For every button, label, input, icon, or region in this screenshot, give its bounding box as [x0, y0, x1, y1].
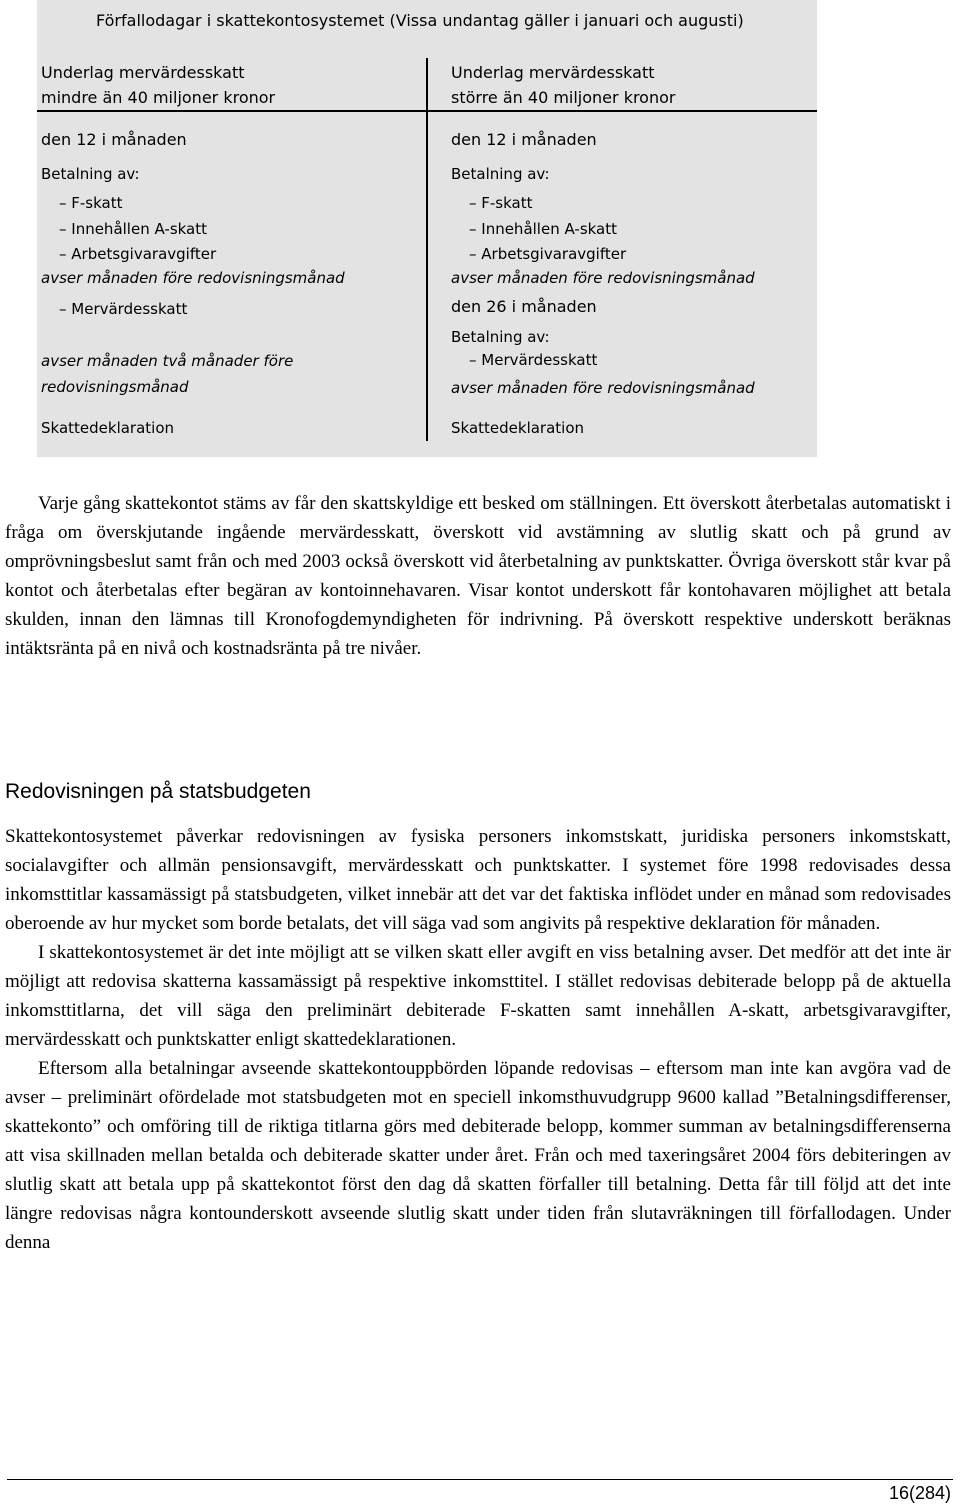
right-due-date-26: den 26 i månaden: [451, 297, 597, 316]
body-paragraph-1: [5, 489, 951, 663]
left-payment-label: Betalning av:: [41, 165, 140, 183]
due-dates-box: [37, 0, 817, 457]
left-item-arbetsgivaravgifter: – Arbetsgivaravgifter: [59, 245, 217, 263]
right-item-mervardesskatt: – Mervärdesskatt: [469, 351, 598, 369]
right-item-fskatt: – F-skatt: [469, 194, 533, 212]
left-period2-line1: avser månaden två månader före: [41, 352, 294, 370]
paragraph-budget-intro: Skattekontosystemet påverkar redovisningen av fysiska personers inkomstskatt, juridiska personers inkomstskatt, socialavgifter och allmän pensionsavgift, mervärdesskatt och punktskatter. I systemet före 1998 redovisades dessa inkomsttitlar kassamässigt på statsbudgeten, vilket innebär att det var det faktiska inflödet under en månad som redovisades oberoende av hur mycket som borde betalats, det vill säga vad som angivits på respektive deklaration för månaden.: [5, 826, 951, 934]
page-number: 16(284): [888, 1483, 951, 1503]
right-period2: avser månaden före redovisningsmånad: [451, 379, 755, 397]
right-due-date-12: den 12 i månaden: [451, 130, 597, 149]
paragraph-account-balance: Varje gång skattekontot stäms av får den skattskyldige ett besked om ställningen. Ett överskott återbetalas automatiskt i fråga om överskjutande ingående mervärdesskatt, överskott vid avstämning av slutlig skatt och på grund av omprövningsbeslut samt från och med 2003 också överskott vid återbetalning av punktskatter. Övriga överskott står kvar på kontot och återbetalas efter begäran av kontoinnehavaren. Visar kontot underskott får kontohavaren möjlighet att betala skulden, innan den lämnas till Kronofogdemyndigheten för indrivning. På överskott respektive underskott beräknas intäktsränta på en nivå och kostnadsränta på tre nivåer.: [5, 493, 951, 659]
left-due-date: den 12 i månaden: [41, 130, 187, 149]
right-header-line2: större än 40 miljoner kronor: [451, 88, 676, 107]
right-period1: avser månaden före redovisningsmånad: [451, 269, 755, 287]
footer-rule: [7, 1479, 953, 1480]
left-header-line1: Underlag mervärdesskatt: [41, 63, 245, 82]
right-header-line1: Underlag mervärdesskatt: [451, 63, 655, 82]
box-title: Förfallodagar i skattekontosystemet (Vissa undantag gäller i januari och augusti): [96, 11, 744, 30]
right-payment-label2: Betalning av:: [451, 328, 550, 346]
left-period2-line2: redovisningsmånad: [41, 378, 189, 396]
paragraph-cannot-see-tax: I skattekontosystemet är det inte möjligt att se vilken skatt eller avgift en viss betalning avser. Det medför att det inte är möjligt att redovisa skatterna kassamässigt på respektive inkomsttitel. I stället redovisas debiterade belopp på de aktuella inkomsttitlarna, det vill säga den preliminärt debiterade F-skatten samt innehållen A-skatt, arbetsgivaravgifter, mervärdesskatt och punktskatter enligt skattedeklarationen.: [5, 942, 951, 1050]
right-payment-label1: Betalning av:: [451, 165, 550, 183]
section-heading: Redovisningen på statsbudgeten: [5, 780, 311, 803]
left-header-rule: [37, 110, 426, 112]
right-item-arbetsgivaravgifter: – Arbetsgivaravgifter: [469, 245, 627, 263]
paragraph-payment-differences: Eftersom alla betalningar avseende skattekontouppbörden löpande redovisas – eftersom man inte kan avgöra vad de avser – preliminärt ofördelade mot statsbudgeten mot en speciell inkomsthuvudgrupp 9600 kallad ”Betalningsdifferenser, skattekonto” och omföring till de riktiga titlarna görs med debiterade belopp, kommer summan av betalningsdifferenserna att visa skillnaden mellan betalda och debiterade skatter under året. Från och med taxeringsåret 2004 förs debiteringen av slutlig skatt att betala upp på skattekontot först den dag då skatten förfaller till betalning. Detta får till följd att det inte längre redovisas några kontounderskott avseende slutlig skatt under tiden från slutavräkningen till förfallodagen. Under denna: [5, 1058, 951, 1253]
right-header-rule: [428, 110, 817, 112]
right-declaration: Skattedeklaration: [451, 419, 585, 437]
left-header-line2: mindre än 40 miljoner kronor: [41, 88, 276, 107]
left-item-fskatt: – F-skatt: [59, 194, 123, 212]
left-item-askatt: – Innehållen A-skatt: [59, 220, 208, 238]
left-declaration: Skattedeklaration: [41, 419, 175, 437]
left-item-mervardesskatt: – Mervärdesskatt: [59, 300, 188, 318]
right-item-askatt: – Innehållen A-skatt: [469, 220, 618, 238]
column-divider: [426, 58, 428, 441]
body-section: [5, 822, 951, 1257]
left-period1: avser månaden före redovisningsmånad: [41, 269, 345, 287]
